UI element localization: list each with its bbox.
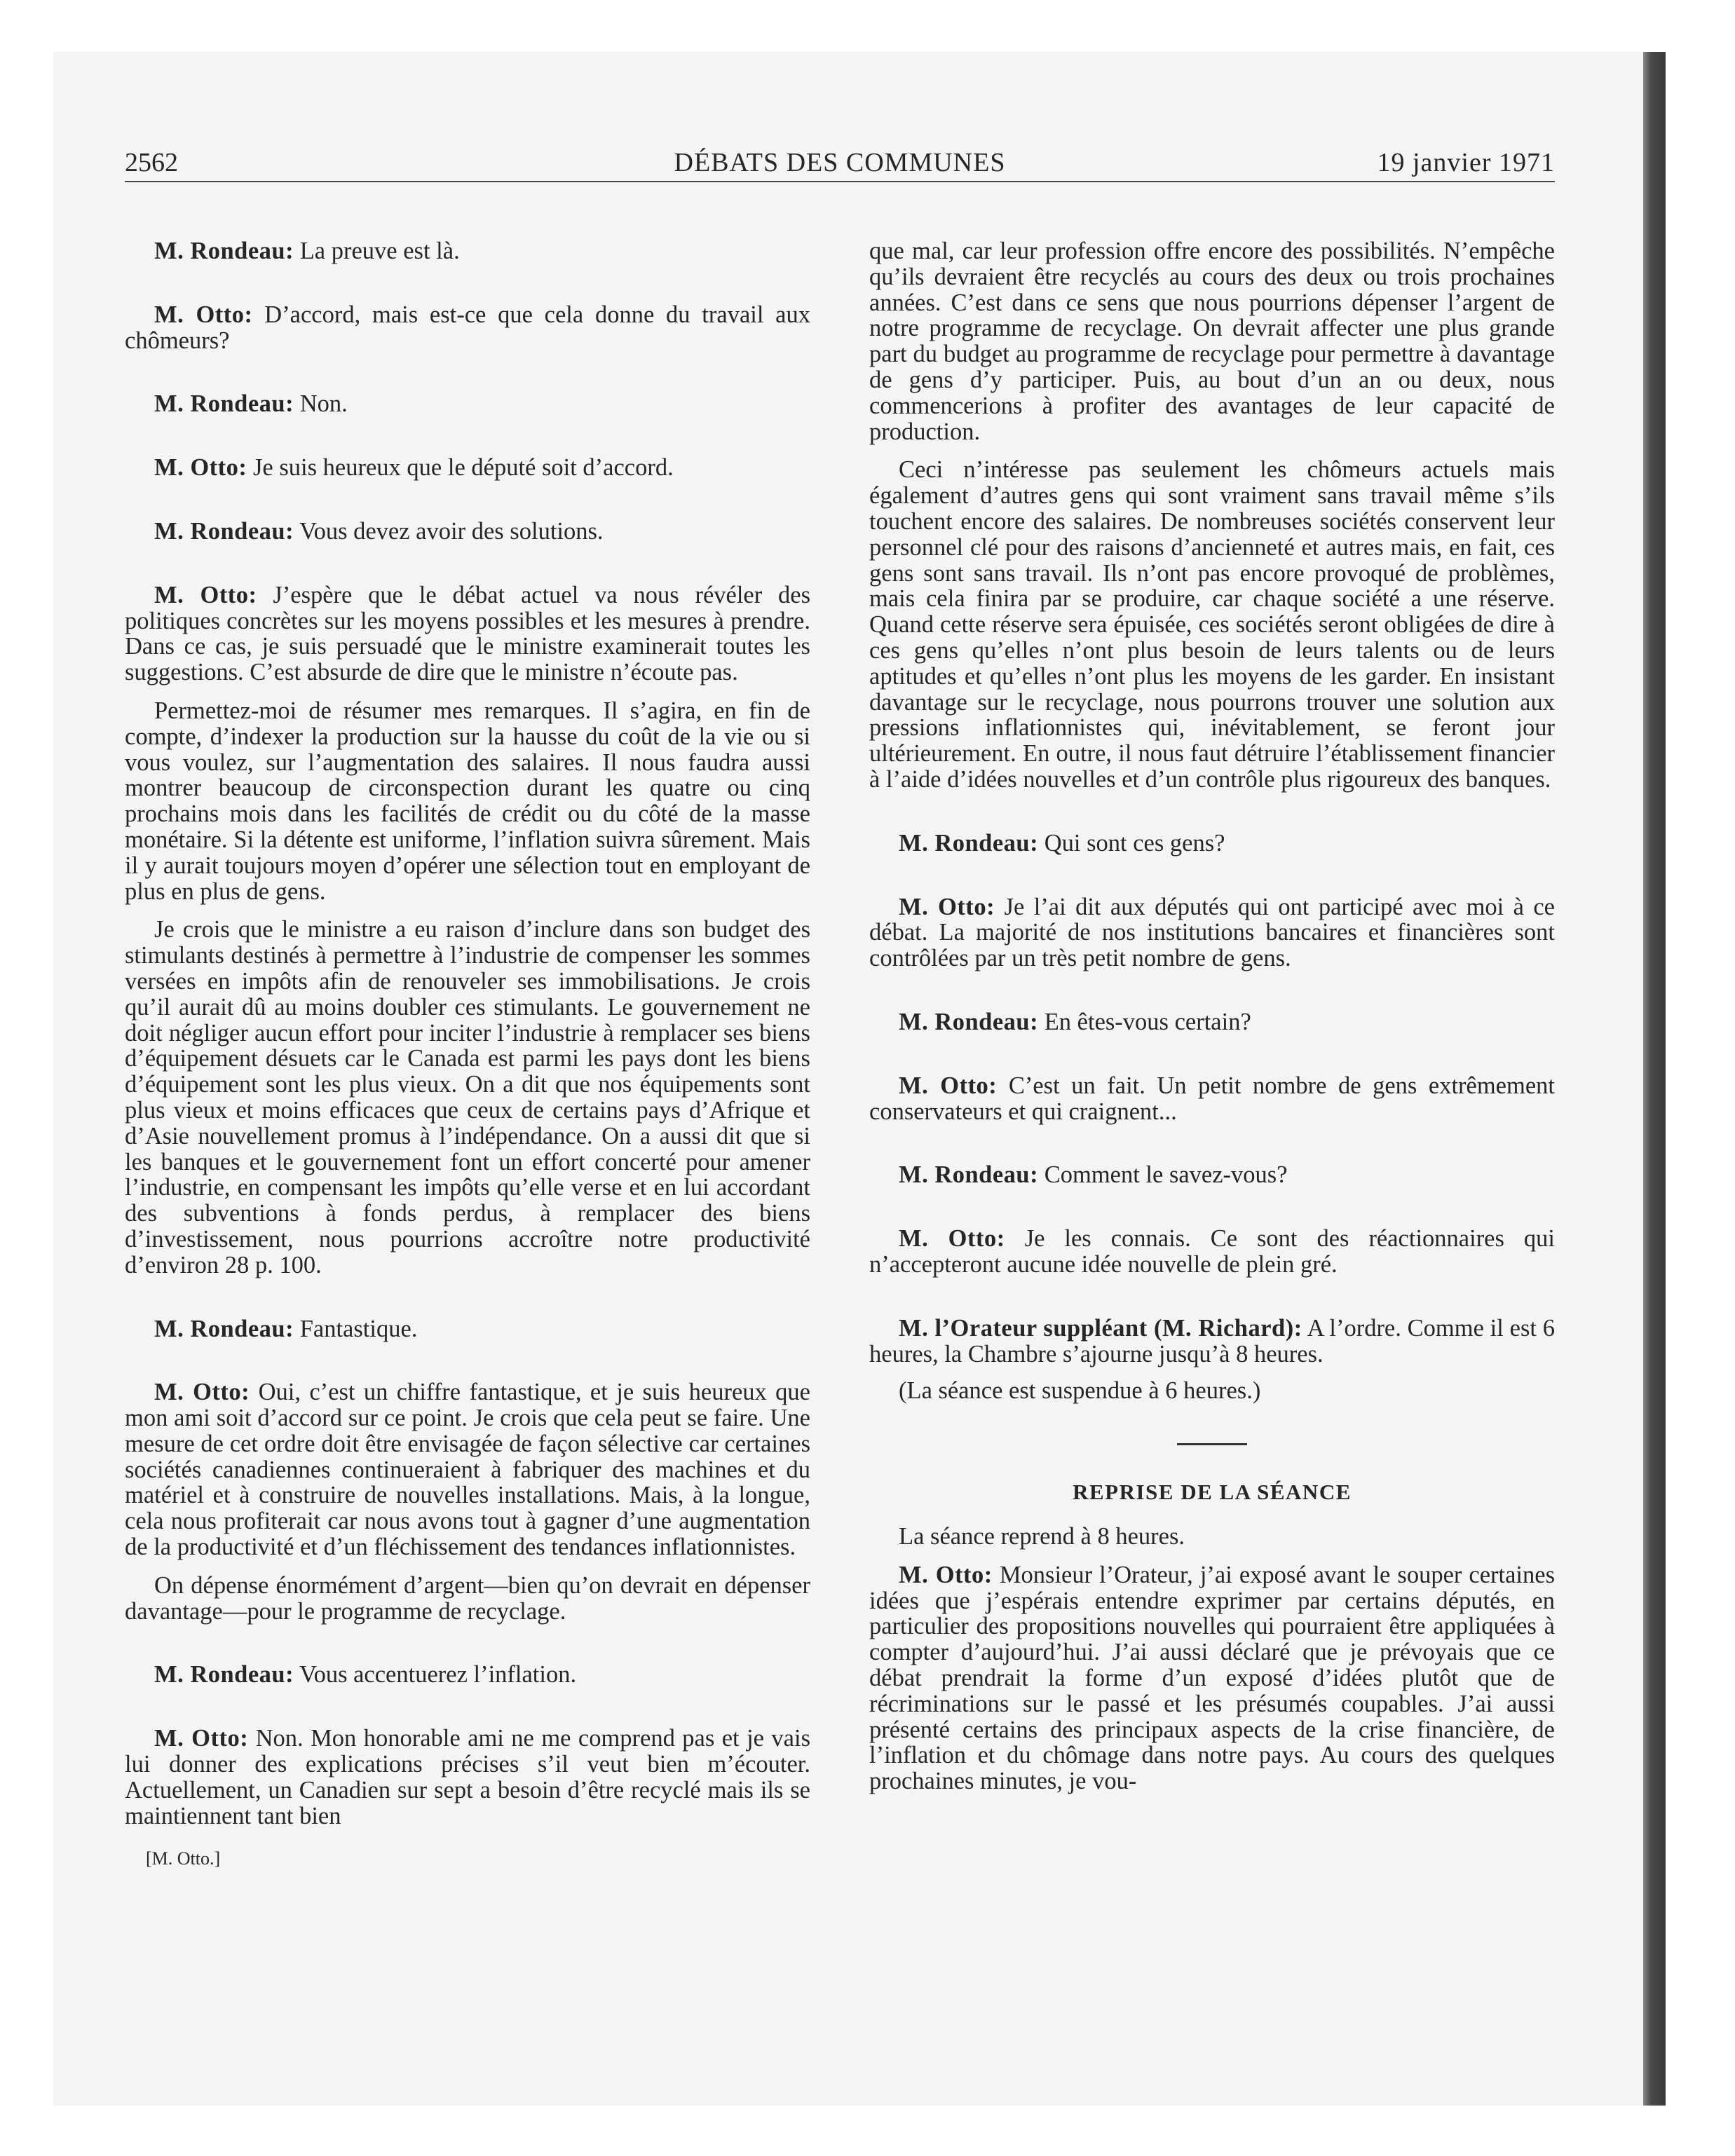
speech-paragraph	[869, 1009, 1555, 1035]
speaker-name: M. Otto:	[154, 301, 253, 328]
speech-paragraph	[125, 519, 810, 545]
continuation-paragraph: Permettez-moi de résumer mes remarques. Il s’agira, en fin de compte, d’indexer la production sur la hausse du coût de la vie ou si vous voulez, sur l’augmentation des salaires. Il nous faudra aussi montrer beaucoup de circonspection durant les quatre ou cinq prochains mois dans les facilités de crédit ou du côté de la masse monétaire. Si la détente est uniforme, l’inflation suivra sûrement. Mais il y aurait toujours moyen d’opérer une sélection tout en employant de plus en plus de gens.	[125, 697, 810, 905]
speaker-name: M. l’Orateur suppléant (M. Richard):	[899, 1314, 1302, 1342]
speaker-name: M. Rondeau:	[154, 1315, 294, 1342]
speech-paragraph	[869, 831, 1555, 857]
speech-text: J’espère que le débat actuel va nous révéler des politiques concrètes sur les moyens possibles et les mesures à prendre. Dans ce cas, je suis persuadé que le ministre examinerait toutes les suggestions. C’est absurde de dire que le ministre n’écoute pas.	[125, 581, 810, 686]
speech-paragraph	[125, 455, 810, 481]
speech-paragraph	[125, 391, 810, 417]
speech-text: Comment le savez-vous?	[1038, 1161, 1288, 1189]
continuation-paragraph: On dépense énormément d’argent—bien qu’on devrait en dépenser davantage—pour le programme de recyclage.	[125, 1571, 810, 1625]
speech-paragraph	[869, 1562, 1555, 1794]
speech-text: Qui sont ces gens?	[1038, 829, 1225, 857]
speech-paragraph	[125, 1662, 810, 1688]
speech-paragraph	[125, 302, 810, 354]
speech-text: Vous devez avoir des solutions.	[294, 517, 604, 545]
continuation-paragraph: Ceci n’intéresse pas seulement les chômeurs actuels mais également d’autres gens qui sont vraiment sans travail même s’ils touchent encore des salaires. De nombreuses sociétés conservent leur personnel clé pour des raisons d’ancienneté et autres mais, en fait, ces gens sont sans travail. Ils n’ont pas encore provoqué de problèmes, mais cela finira par se produire, car chaque société a une réserve. Quand cette réserve sera épuisée, ces sociétés seront obligées de dire à ces gens qu’elles n’ont plus besoin de leurs talents ou de leurs aptitudes et qu’elles n’ont plus les moyens de les garder. En insistant davantage sur le recyclage, nous pourrons trouver une solution aux pressions inflationnistes qui, inévitablement, se feront jour ultérieurement. En outre, il nous faut détruire l’établissement financier à l’aide d’idées nouvelles et d’un contrôle plus rigoureux des banques.	[869, 456, 1555, 793]
left-column	[125, 238, 810, 1871]
speech-text: Monsieur l’Orateur, j’ai exposé avant le souper certaines idées que j’espérais entendre exprimer par certains députés, en particulier des propositions nouvelles qui pourraient être appliquées à compter d’aujourd’hui. J’ai aussi déclaré que je prévoyais que ce débat prendrait la forme d’un exposé d’idées plutôt que de récriminations sur le passé et les présumés coupables. J’ai aussi présenté certains des principaux aspects de la crise financière, de l’inflation et du chômage dans notre pays. Au cours des quelques prochaines minutes, je vou-	[869, 1561, 1555, 1795]
speaker-name: M. Rondeau:	[899, 829, 1039, 857]
section-heading: REPRISE DE LA SÉANCE	[1073, 1480, 1352, 1505]
speaker-name: M. Rondeau:	[154, 517, 294, 545]
speech-text: Non.	[294, 390, 348, 418]
speaker-name: M. Otto:	[154, 1379, 250, 1406]
speaker-name: M. Rondeau:	[899, 1008, 1039, 1035]
continuation-paragraph: Je crois que le ministre a eu raison d’inclure dans son budget des stimulants destinés à permettre à l’industrie de compenser les sommes versées en impôts afin de renouveler ses immobilisations. Je crois qu’il aurait dû au moins doubler ces stimulants. Le gouvernement ne doit négliger aucun effort pour inciter l’industrie à remplacer ses biens d’équipement désuets car le Canada est parmi les pays dont les biens d’équipement sont les plus vieux. On a dit que nos équipements sont plus vieux et moins efficaces que ceux de certains pays d’Afrique et d’Asie nouvellement promus à l’indépendance. On a aussi dit que si les banques et le gouvernement font un effort concerté pour amener l’industrie, en compensant les impôts qu’elle verse et en lui accordant des subventions à fonds perdus, à remplacer des biens d’investissement, nous pourrions accroître notre productivité d’environ 28 p. 100.	[125, 916, 810, 1278]
speech-text: A l’ordre. Comme il est 6 heures, la Chambre s’ajourne jusqu’à 8 heures.	[869, 1314, 1555, 1367]
speech-text: Vous accentuerez l’inflation.	[294, 1661, 577, 1688]
speaker-name: M. Otto:	[154, 581, 257, 608]
speaker-name: M. Otto:	[899, 1225, 1005, 1253]
speaker-name: M. Rondeau:	[154, 1661, 294, 1688]
speech-paragraph	[869, 1316, 1555, 1367]
speaker-name: M. Rondeau:	[899, 1161, 1039, 1189]
speech-paragraph	[869, 1162, 1555, 1188]
speech-text: La preuve est là.	[294, 238, 460, 264]
speaker-name: M. Otto:	[154, 454, 247, 482]
speech-text: Je l’ai dit aux députés qui ont participé avec moi à ce débat. La majorité de nos institutions bancaires et financières sont contrôlées par un très petit nombre de gens.	[869, 893, 1555, 972]
speech-paragraph	[869, 1073, 1555, 1125]
publication-title: DÉBATS DES COMMUNES	[674, 148, 1006, 177]
speech-text: Fantastique.	[294, 1315, 418, 1342]
speaker-name: M. Otto:	[899, 893, 995, 920]
procedural-note: La séance reprend à 8 heures.	[899, 1523, 1185, 1550]
speech-paragraph	[125, 1726, 810, 1829]
procedural-note: (La séance est suspendue à 6 heures.)	[899, 1377, 1261, 1405]
binding-edge	[1643, 52, 1666, 2106]
speech-text: Je les connais. Ce sont des réactionnaires qui n’accepteront aucune idée nouvelle de plein gré.	[869, 1225, 1555, 1278]
speech-text: Non. Mon honorable ami ne me comprend pas et je vais lui donner des explications précises s’il veut bien m’écouter. Actuellement, un Canadien sur sept a besoin d’être recyclé mais ils se maintiennent tant bien	[125, 1725, 810, 1829]
continuation-paragraph: que mal, car leur profession offre encore des possibilités. N’empêche qu’ils devraient être recyclés au cours des deux ou trois prochaines années. C’est dans ce sens que nous pourrions dépenser l’argent de notre programme de recyclage. On devrait affecter une plus grande part du budget au programme de recyclage pour permettre à davantage de gens d’y participer. Puis, au bout d’un an ou deux, nous commencerions à profiter des avantages de leur capacité de production.	[869, 238, 1555, 445]
speaker-name: M. Rondeau:	[154, 238, 294, 264]
page-number: 2562	[125, 148, 178, 177]
speech-text: C’est un fait. Un petit nombre de gens extrêmement conservateurs et qui craignent...	[869, 1072, 1555, 1125]
sitting-date: 19 janvier 1971	[1377, 148, 1555, 177]
section-divider	[1177, 1443, 1247, 1445]
right-column	[869, 238, 1555, 1794]
speaker-attribution: [M. Otto.]	[146, 1848, 221, 1869]
speech-text: En êtes-vous certain?	[1038, 1008, 1251, 1035]
speech-paragraph	[125, 582, 810, 685]
running-header	[125, 144, 1555, 182]
speech-text: Oui, c’est un chiffre fantastique, et je suis heureux que mon ami soit d’accord sur ce point. Je crois que cela peut se faire. Une mesure de cet ordre doit être envisagée de façon sélective car certaines sociétés canadiennes continueraient à fabriquer des machines et du matériel et à construire de nouvelles installations. Mais, à la longue, cela nous profiterait car nous avons tout à gagner d’une augmentation de la productivité et d’un fléchissement des tendances inflationnistes.	[125, 1379, 810, 1561]
speaker-name: M. Otto:	[154, 1725, 249, 1752]
speaker-name: M. Otto:	[899, 1072, 998, 1099]
speech-text: Je suis heureux que le député soit d’accord.	[247, 454, 674, 482]
speaker-name: M. Otto:	[899, 1561, 993, 1588]
speaker-name: M. Rondeau:	[154, 390, 294, 418]
speech-paragraph	[125, 238, 810, 264]
speech-paragraph	[869, 1226, 1555, 1278]
speech-paragraph	[125, 1316, 810, 1342]
speech-paragraph	[869, 894, 1555, 971]
speech-paragraph	[125, 1379, 810, 1560]
speech-text: D’accord, mais est-ce que cela donne du travail aux chômeurs?	[125, 301, 810, 354]
